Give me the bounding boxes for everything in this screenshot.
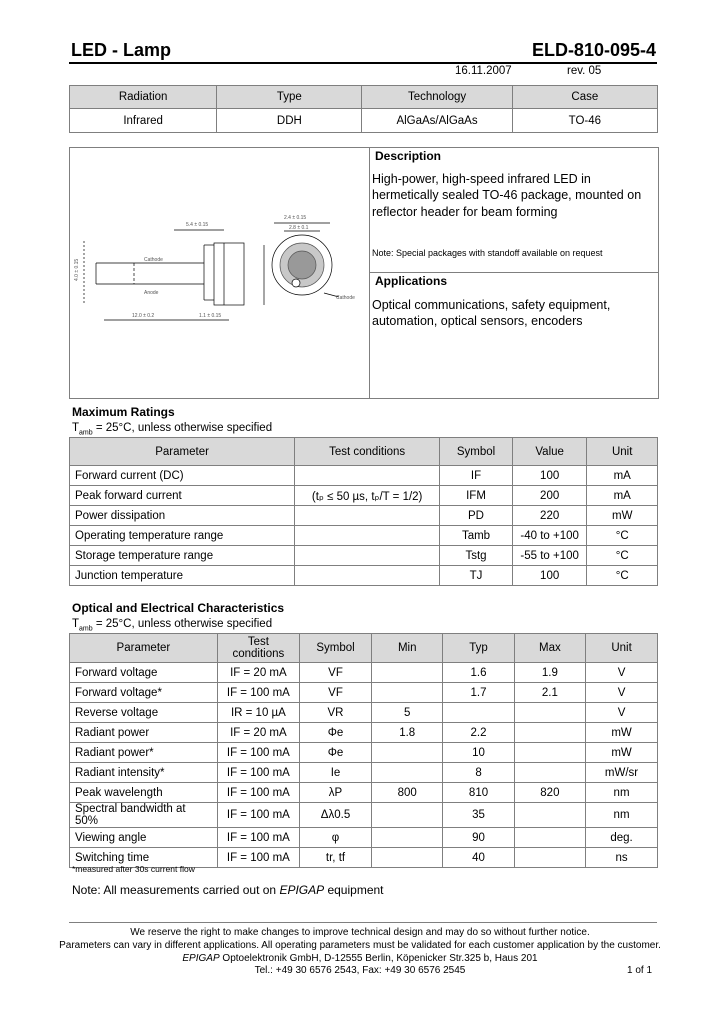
dim-label: 5.4 ± 0.15 — [186, 222, 209, 228]
optical-row-cell — [514, 848, 585, 868]
optical-row-cell: Spectral bandwidth at 50% — [70, 803, 218, 828]
max-header: Value — [512, 438, 587, 466]
max-rating-row — [70, 506, 658, 526]
optical-row-cell: 1.6 — [443, 663, 514, 683]
max-rating-row-cell — [295, 546, 440, 566]
optical-header: Unit — [586, 634, 658, 663]
revision: rev. 05 — [567, 65, 602, 77]
optical-row-cell — [514, 743, 585, 763]
optical-row-cell — [372, 828, 443, 848]
optical-row-cell: Forward voltage* — [70, 683, 218, 703]
optical-row-cell: Radiant power* — [70, 743, 218, 763]
optical-row-cell: 1.7 — [443, 683, 514, 703]
optical-table — [69, 633, 658, 868]
max-rating-row-cell: (tₚ ≤ 50 µs, tₚ/T = 1/2) — [295, 486, 440, 506]
max-rating-row — [70, 566, 658, 586]
overview-header: Type — [217, 86, 362, 109]
optical-row-cell: 35 — [443, 803, 514, 828]
optical-row-cell: nm — [586, 803, 658, 828]
overview-value: AlGaAs/AlGaAs — [362, 109, 512, 133]
optical-row — [70, 743, 658, 763]
footer-line4: Tel.: +49 30 6576 2543, Fax: +49 30 6576 2545 — [254, 965, 466, 976]
optical-header: Symbol — [299, 634, 371, 663]
max-rating-row-cell: IFM — [440, 486, 513, 506]
dim-label: 12.0 ± 0.2 — [132, 313, 155, 319]
max-ratings-condition: $T_{amb} = 25^\circ C$, unless otherwise specified — [72, 422, 273, 437]
footnote: *measured after 30s current flow — [72, 864, 195, 874]
max-header: Test conditions — [295, 438, 440, 466]
dim-label: 2.8 ± 0.1 — [289, 225, 309, 231]
optical-row-cell: IF = 20 mA — [217, 723, 299, 743]
optical-row-cell: 1.8 — [372, 723, 443, 743]
max-rating-row-cell: Peak forward current — [70, 486, 295, 506]
overview-header: Radiation — [70, 86, 217, 109]
optical-row-cell: Radiant power — [70, 723, 218, 743]
optical-row-cell: IF = 100 mA — [217, 763, 299, 783]
optical-row-cell: V — [586, 703, 658, 723]
overview-value: Infrared — [70, 109, 217, 133]
optical-row-cell: φ — [299, 828, 371, 848]
dim-label: 1.1 ± 0.15 — [199, 313, 222, 319]
product-line: LED - Lamp — [71, 40, 172, 60]
optical-row-cell — [514, 763, 585, 783]
optical-row-cell: IF = 100 mA — [217, 743, 299, 763]
optical-row-cell: 810 — [443, 783, 514, 803]
max-rating-row-cell — [295, 566, 440, 586]
optical-row-cell: Φe — [299, 723, 371, 743]
optical-row-cell: 40 — [443, 848, 514, 868]
applications-text: Optical communications, safety equipment, automation, optical sensors, encoders — [372, 298, 611, 329]
footer-line3: EPIGAP Optoelektronik GmbH, D-12555 Berlin, Köpenicker Str.325 b, Haus 201 — [182, 953, 538, 964]
dim-label: 2.4 ± 0.15 — [284, 215, 307, 221]
block-hdivider — [369, 272, 658, 273]
max-rating-row-cell — [295, 466, 440, 486]
optical-row-cell: deg. — [586, 828, 658, 848]
optical-row-cell: Δλ0.5 — [299, 803, 371, 828]
max-rating-row-cell: mW — [587, 506, 658, 526]
optical-row-cell: 800 — [372, 783, 443, 803]
optical-row — [70, 663, 658, 683]
optical-row-cell: IF = 100 mA — [217, 783, 299, 803]
optical-row-cell: mW — [586, 723, 658, 743]
max-rating-row-cell — [295, 506, 440, 526]
optical-row-cell: 10 — [443, 743, 514, 763]
optical-row-cell: VF — [299, 683, 371, 703]
max-rating-row-cell: Power dissipation — [70, 506, 295, 526]
overview-header: Technology — [362, 86, 512, 109]
optical-row-cell — [372, 663, 443, 683]
footer-line1: We reserve the right to make changes to improve technical design and may do so without further notice. — [130, 927, 590, 938]
max-ratings-heading: Maximum Ratings — [72, 405, 175, 419]
max-rating-row-cell: PD — [440, 506, 513, 526]
optical-row-cell: 820 — [514, 783, 585, 803]
optical-row-cell — [443, 703, 514, 723]
footer-line2: Parameters can vary in different applications. All operating parameters must be validated for each customer application by the customer. — [59, 940, 661, 951]
optical-row-cell: Reverse voltage — [70, 703, 218, 723]
max-rating-row-cell: °C — [587, 566, 658, 586]
optical-row — [70, 803, 658, 828]
optical-header: Max — [514, 634, 585, 663]
max-rating-row-cell: Storage temperature range — [70, 546, 295, 566]
optical-heading: Optical and Electrical Characteristics — [72, 601, 285, 615]
dim-label: Cathode — [144, 257, 163, 263]
optical-row — [70, 763, 658, 783]
optical-row-cell: VR — [299, 703, 371, 723]
max-rating-row-cell: 100 — [512, 466, 587, 486]
optical-row-cell: IR = 10 µA — [217, 703, 299, 723]
max-ratings-table — [69, 437, 658, 586]
optical-row — [70, 783, 658, 803]
max-rating-row-cell: TJ — [440, 566, 513, 586]
max-rating-row — [70, 546, 658, 566]
description-note: Note: Special packages with standoff available on request — [372, 248, 603, 258]
max-rating-row-cell: 200 — [512, 486, 587, 506]
optical-header: Min — [372, 634, 443, 663]
optical-row — [70, 683, 658, 703]
max-rating-row-cell: -55 to +100 — [512, 546, 587, 566]
optical-row — [70, 828, 658, 848]
optical-row-cell: IF = 100 mA — [217, 803, 299, 828]
description-heading: Description — [375, 149, 442, 163]
date: 16.11.2007 — [455, 65, 512, 77]
optical-row-cell: λP — [299, 783, 371, 803]
optical-row-cell: nm — [586, 783, 658, 803]
optical-row-cell: mW/sr — [586, 763, 658, 783]
max-rating-row-cell: °C — [587, 546, 658, 566]
optical-row-cell: 2.1 — [514, 683, 585, 703]
optical-row-cell — [372, 848, 443, 868]
optical-condition: $T_{amb} = 25^\circ C$, unless otherwise specified — [72, 618, 273, 633]
header-rule — [69, 62, 657, 64]
max-rating-row — [70, 526, 658, 546]
optical-row-cell — [514, 723, 585, 743]
optical-row-cell: Peak wavelength — [70, 783, 218, 803]
optical-row-cell: Ie — [299, 763, 371, 783]
optical-row-cell: IF = 100 mA — [217, 848, 299, 868]
optical-row-cell: IF = 100 mA — [217, 828, 299, 848]
optical-header: Parameter — [70, 634, 218, 663]
overview-value: TO-46 — [512, 109, 657, 133]
dim-label: Anode — [144, 290, 159, 296]
footer-rule — [69, 922, 657, 923]
optical-row-cell: 8 — [443, 763, 514, 783]
optical-header: Test conditions — [217, 634, 299, 663]
optical-row-cell: V — [586, 683, 658, 703]
optical-row — [70, 703, 658, 723]
max-rating-row-cell: 100 — [512, 566, 587, 586]
optical-row-cell — [372, 683, 443, 703]
max-rating-row-cell: Operating temperature range — [70, 526, 295, 546]
optical-row-cell: 2.2 — [443, 723, 514, 743]
optical-row-cell — [514, 828, 585, 848]
optical-row-cell: Switching time — [70, 848, 218, 868]
optical-row-cell: VF — [299, 663, 371, 683]
optical-row-cell: ns — [586, 848, 658, 868]
optical-row-cell — [372, 743, 443, 763]
max-rating-row-cell: mA — [587, 466, 658, 486]
optical-row-cell — [372, 803, 443, 828]
optical-row-cell: Radiant intensity* — [70, 763, 218, 783]
page-number: 1 of 1 — [627, 965, 653, 976]
optical-row-cell: 90 — [443, 828, 514, 848]
dim-label: 4.0 ± 0.15 — [74, 258, 80, 281]
optical-row-cell: tr, tf — [299, 848, 371, 868]
optical-row-cell: mW — [586, 743, 658, 763]
optical-row-cell: Φe — [299, 743, 371, 763]
max-header: Unit — [587, 438, 658, 466]
max-header: Symbol — [440, 438, 513, 466]
optical-row-cell: 1.9 — [514, 663, 585, 683]
applications-heading: Applications — [375, 274, 448, 288]
optical-row-cell: 5 — [372, 703, 443, 723]
max-rating-row — [70, 466, 658, 486]
max-rating-row-cell — [295, 526, 440, 546]
overview-value: DDH — [217, 109, 362, 133]
optical-row-cell: IF = 100 mA — [217, 683, 299, 703]
max-header: Parameter — [70, 438, 295, 466]
optical-row-cell — [372, 763, 443, 783]
description-text: High-power, high-speed infrared LED in hermetically sealed TO-46 package, mounted on reflector header for beam forming — [372, 172, 642, 219]
optical-row-cell: IF = 20 mA — [217, 663, 299, 683]
max-rating-row-cell: IF — [440, 466, 513, 486]
optical-header: Typ — [443, 634, 514, 663]
max-rating-row-cell: mA — [587, 486, 658, 506]
overview-table — [69, 85, 658, 133]
optical-row-cell — [514, 803, 585, 828]
optical-row-cell: V — [586, 663, 658, 683]
measurement-note: Note: All measurements carried out on EPIGAP equipment — [72, 883, 384, 897]
optical-row-cell: Viewing angle — [70, 828, 218, 848]
dim-label: Cathode — [336, 295, 355, 301]
max-rating-row-cell: Tstg — [440, 546, 513, 566]
max-rating-row-cell: °C — [587, 526, 658, 546]
max-rating-row-cell: Junction temperature — [70, 566, 295, 586]
part-number: ELD-810-095-4 — [531, 40, 656, 60]
package-drawing — [74, 205, 364, 325]
max-rating-row-cell: Tamb — [440, 526, 513, 546]
optical-row — [70, 723, 658, 743]
max-rating-row — [70, 486, 658, 506]
optical-row-cell — [514, 703, 585, 723]
max-rating-row-cell: -40 to +100 — [512, 526, 587, 546]
max-rating-row-cell: 220 — [512, 506, 587, 526]
optical-row-cell: Forward voltage — [70, 663, 218, 683]
overview-header: Case — [512, 86, 657, 109]
max-rating-row-cell: Forward current (DC) — [70, 466, 295, 486]
